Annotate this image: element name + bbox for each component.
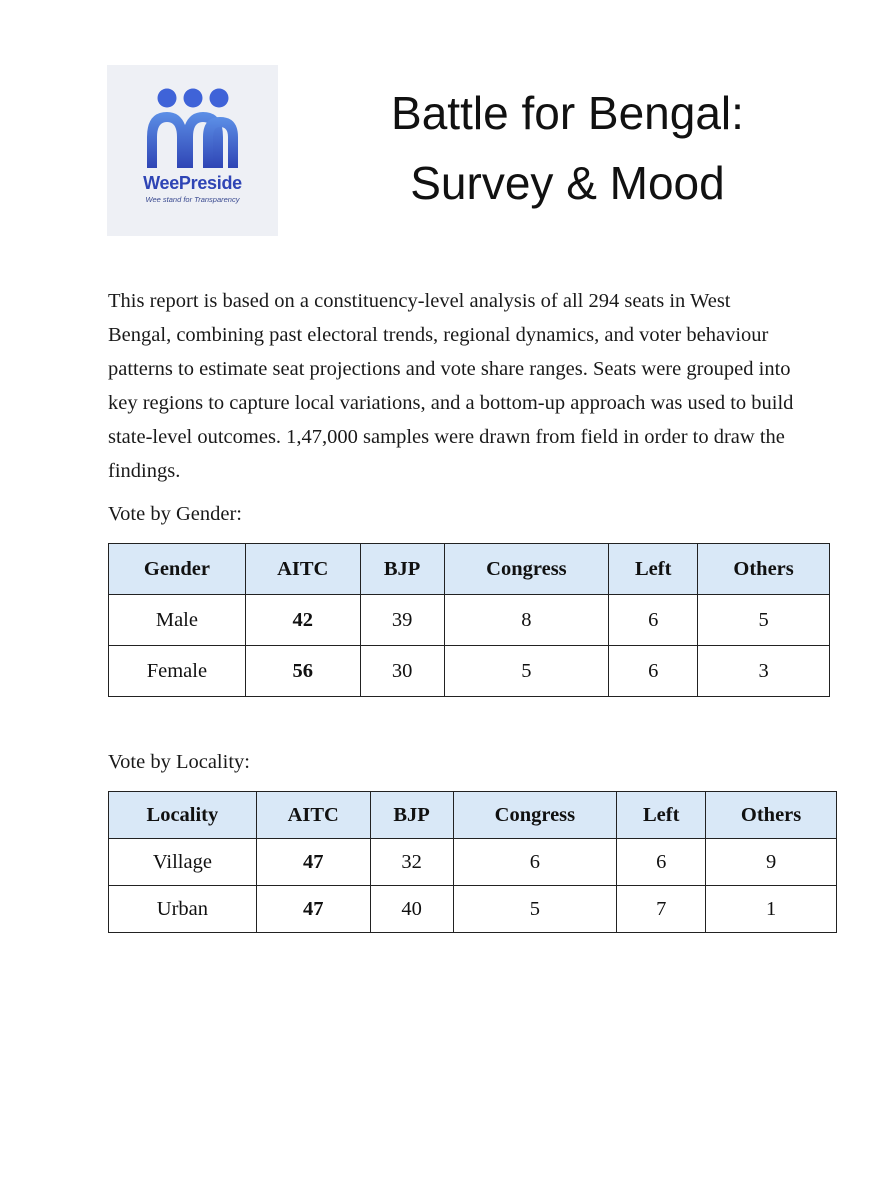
table-row (109, 839, 837, 886)
table-header-cell: Others (698, 544, 830, 595)
page-title-line-1: Battle for Bengal: (391, 87, 744, 139)
table-cell: 3 (698, 646, 830, 697)
table-header-row (109, 792, 837, 839)
table-cell: 5 (698, 595, 830, 646)
page-title (330, 78, 805, 218)
table-header-cell: Left (617, 792, 706, 839)
table-header-cell: AITC (245, 544, 360, 595)
logo-tagline: Wee stand for Transparency (145, 195, 240, 204)
table-cell: 56 (245, 646, 360, 697)
table-cell: 5 (444, 646, 609, 697)
person-head-icon (184, 89, 203, 108)
person-head-icon (158, 89, 177, 108)
table-header-cell: BJP (370, 792, 453, 839)
person-head-icon (210, 89, 229, 108)
gender-vote-table (108, 543, 830, 697)
table-header-cell: Others (706, 792, 837, 839)
table-cell: 39 (360, 595, 444, 646)
table-row (109, 646, 830, 697)
people-logo-icon (107, 65, 278, 236)
table-cell: 7 (617, 886, 706, 933)
gender-section-label: Vote by Gender: (108, 503, 242, 525)
logo-name: WeePreside (143, 173, 242, 193)
table-cell: Village (109, 839, 257, 886)
table-header-cell: Locality (109, 792, 257, 839)
table-header-cell: Congress (453, 792, 617, 839)
table-cell: 47 (256, 839, 370, 886)
table-cell: 6 (453, 839, 617, 886)
table-cell: 40 (370, 886, 453, 933)
table-header-row (109, 544, 830, 595)
table-row (109, 595, 830, 646)
table-cell: 6 (617, 839, 706, 886)
locality-section-label: Vote by Locality: (108, 751, 250, 773)
table-cell: 30 (360, 646, 444, 697)
table-cell: 9 (706, 839, 837, 886)
table-cell: 6 (609, 646, 698, 697)
table-header-cell: AITC (256, 792, 370, 839)
table-row (109, 886, 837, 933)
table-cell: 47 (256, 886, 370, 933)
intro-paragraph: This report is based on a constituency-level analysis of all 294 seats in West Bengal, combining past electoral trends, regional dynamics, and voter behaviour patterns to estimate seat projections and vote share ranges. Seats were grouped into key regions to capture local variations, and a bottom-up approach was used to build state-level outcomes. 1,47,000 samples were drawn from field in order to draw the findings. (108, 290, 794, 482)
table-header-cell: Left (609, 544, 698, 595)
table-cell: Urban (109, 886, 257, 933)
locality-vote-table (108, 791, 837, 933)
table-header-cell: BJP (360, 544, 444, 595)
table-cell: 42 (245, 595, 360, 646)
table-header-cell: Congress (444, 544, 609, 595)
table-header-cell: Gender (109, 544, 246, 595)
table-cell: 5 (453, 886, 617, 933)
logo (107, 65, 278, 236)
table-cell: 8 (444, 595, 609, 646)
table-cell: 1 (706, 886, 837, 933)
table-cell: Female (109, 646, 246, 697)
table-cell: 32 (370, 839, 453, 886)
table-cell: 6 (609, 595, 698, 646)
table-cell: Male (109, 595, 246, 646)
page-title-line-2: Survey & Mood (410, 157, 725, 209)
